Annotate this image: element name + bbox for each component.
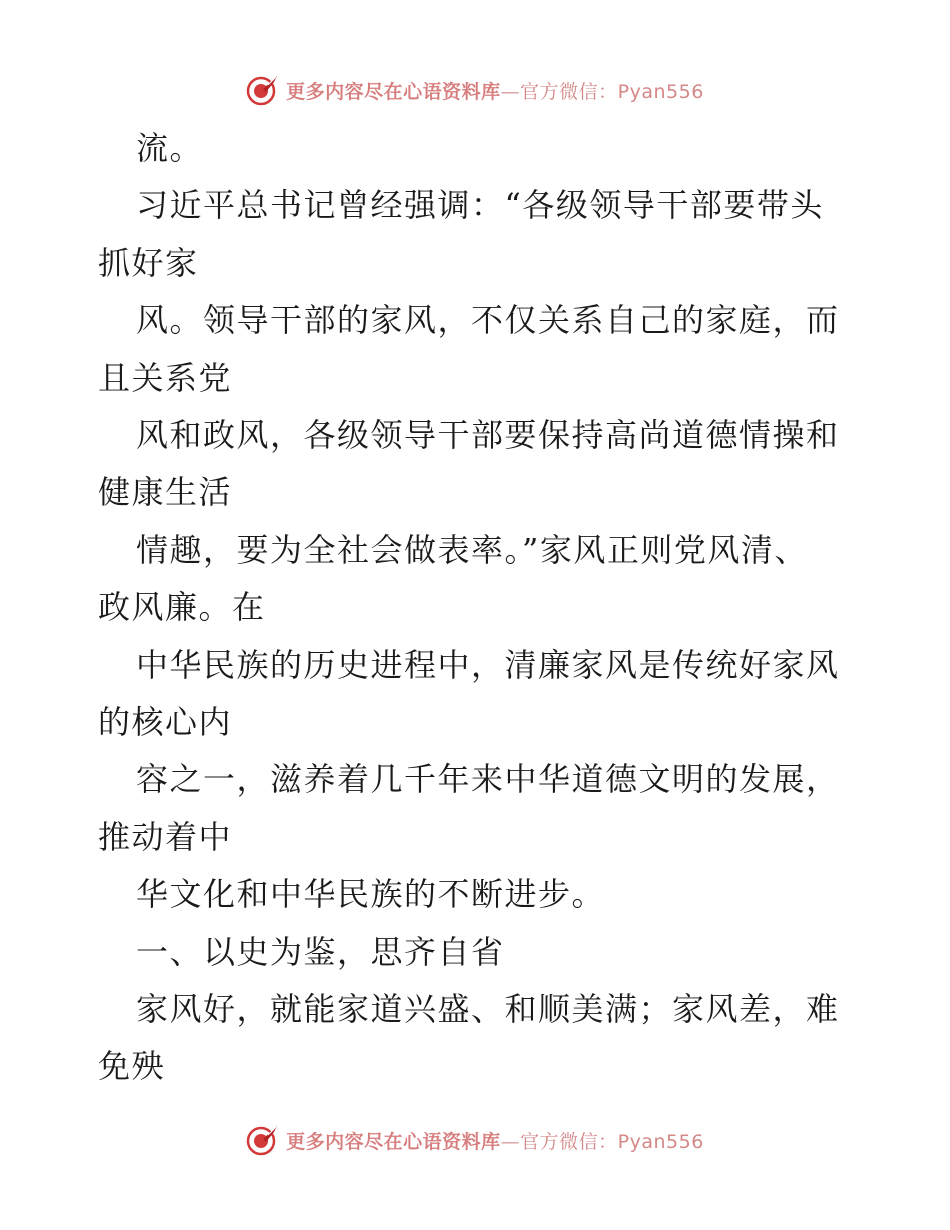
quill-logo-icon bbox=[246, 73, 280, 107]
text-line: 健康生活 bbox=[98, 473, 233, 512]
text-line: 中华民族的历史进程中，清廉家风是传统好家风 bbox=[136, 645, 840, 684]
quill-logo-icon bbox=[246, 1123, 280, 1157]
text-line: 华文化和中华民族的不断进步。 bbox=[136, 875, 606, 914]
text-line: 风。领导干部的家风，不仅关系自己的家庭，而 bbox=[136, 301, 840, 340]
text-line: 家风好，就能家道兴盛、和顺美满；家风差，难 bbox=[136, 990, 840, 1028]
text-line: 推动着中 bbox=[98, 817, 233, 856]
text-line: 的核心内 bbox=[98, 703, 233, 741]
watermark-contact: 官方微信：Pyan556 bbox=[520, 1130, 704, 1153]
watermark-separator: — bbox=[500, 80, 521, 103]
watermark-text bbox=[286, 77, 704, 104]
text-line: 免殃 bbox=[98, 1047, 166, 1086]
watermark-separator: — bbox=[500, 1130, 521, 1153]
watermark-text bbox=[286, 1127, 704, 1154]
text-line: 流。 bbox=[136, 129, 204, 167]
watermark-contact: 官方微信：Pyan556 bbox=[520, 80, 704, 103]
watermark-brand: 更多内容尽在心语资料库 bbox=[286, 80, 501, 103]
watermark-brand: 更多内容尽在心语资料库 bbox=[286, 1130, 501, 1153]
text-line: 且关系党 bbox=[98, 358, 233, 397]
text-line: 情趣，要为全社会做表率。”家风正则党风清、 bbox=[136, 530, 808, 569]
header-watermark bbox=[0, 70, 950, 110]
text-line: 抓好家 bbox=[98, 243, 199, 282]
footer-watermark bbox=[0, 1120, 950, 1160]
text-line: 一、以史为鉴，思齐自省 bbox=[136, 932, 505, 971]
text-line: 习近平总书记曾经强调：“各级领导干部要带头 bbox=[136, 186, 824, 225]
text-line: 政风廉。在 bbox=[98, 588, 266, 627]
text-line: 容之一，滋养着几千年来中华道德文明的发展， bbox=[136, 760, 840, 799]
text-line: 风和政风，各级领导干部要保持高尚道德情操和 bbox=[136, 416, 840, 454]
